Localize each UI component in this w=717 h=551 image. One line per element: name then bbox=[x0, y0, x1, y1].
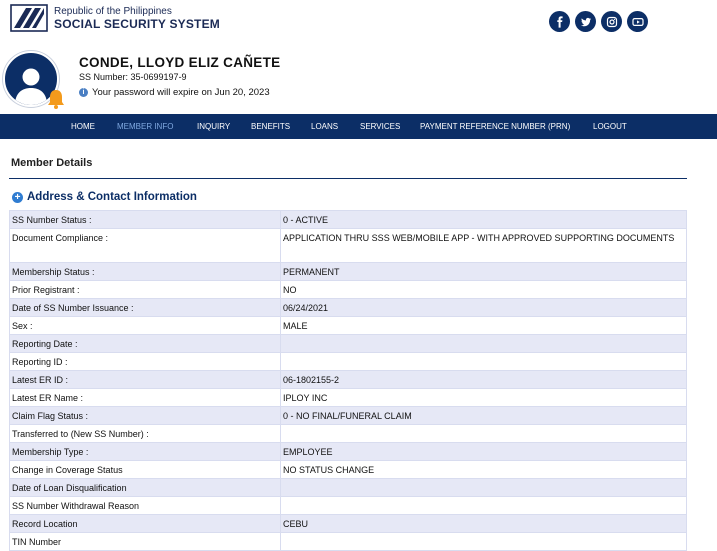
detail-label: Membership Type : bbox=[10, 443, 281, 461]
detail-value: NO bbox=[281, 281, 687, 299]
sss-logo-icon bbox=[10, 4, 48, 32]
nav-loans[interactable]: LOANS bbox=[311, 122, 339, 131]
detail-value: EMPLOYEE bbox=[281, 443, 687, 461]
avatar-area bbox=[3, 51, 59, 107]
logo-agency-text: SOCIAL SECURITY SYSTEM bbox=[54, 17, 220, 31]
table-row bbox=[10, 281, 687, 299]
member-profile bbox=[0, 44, 717, 114]
detail-value bbox=[281, 425, 687, 443]
facebook-icon[interactable] bbox=[549, 11, 570, 32]
nav-logout[interactable]: LOGOUT bbox=[593, 122, 627, 131]
password-expiry-notice bbox=[79, 87, 270, 98]
password-expiry-text: Your password will expire on Jun 20, 2023 bbox=[92, 87, 270, 98]
detail-label: Transferred to (New SS Number) : bbox=[10, 425, 281, 443]
ss-number-text: SS Number: 35-0699197-9 bbox=[79, 72, 187, 82]
nav-member-info[interactable]: MEMBER INFO bbox=[117, 122, 174, 131]
info-icon: i bbox=[79, 88, 88, 97]
table-row bbox=[10, 515, 687, 533]
detail-value bbox=[281, 497, 687, 515]
detail-value: 06-1802155-2 bbox=[281, 371, 687, 389]
detail-value bbox=[281, 335, 687, 353]
nav-benefits[interactable]: BENEFITS bbox=[251, 122, 291, 131]
detail-value: PERMANENT bbox=[281, 263, 687, 281]
youtube-icon[interactable] bbox=[627, 11, 648, 32]
detail-label: SS Number Status : bbox=[10, 211, 281, 229]
member-details-table bbox=[9, 210, 687, 551]
expand-plus-icon[interactable]: + bbox=[12, 192, 23, 203]
table-row bbox=[10, 389, 687, 407]
detail-value: NO STATUS CHANGE bbox=[281, 461, 687, 479]
detail-label: Latest ER ID : bbox=[10, 371, 281, 389]
detail-value: CEBU bbox=[281, 515, 687, 533]
nav-inquiry[interactable]: INQUIRY bbox=[197, 122, 231, 131]
detail-value: IPLOY INC bbox=[281, 389, 687, 407]
detail-label: Latest ER Name : bbox=[10, 389, 281, 407]
table-row bbox=[10, 425, 687, 443]
table-row bbox=[10, 371, 687, 389]
detail-value: 06/24/2021 bbox=[281, 299, 687, 317]
table-row bbox=[10, 533, 687, 551]
table-row bbox=[10, 299, 687, 317]
detail-value: MALE bbox=[281, 317, 687, 335]
nav-prn[interactable]: PAYMENT REFERENCE NUMBER (PRN) bbox=[420, 122, 571, 131]
table-row bbox=[10, 443, 687, 461]
detail-label: SS Number Withdrawal Reason bbox=[10, 497, 281, 515]
detail-label: Date of Loan Disqualification bbox=[10, 479, 281, 497]
table-row bbox=[10, 497, 687, 515]
table-row bbox=[10, 263, 687, 281]
detail-value bbox=[281, 533, 687, 551]
member-name: CONDE, LLOYD ELIZ CAÑETE bbox=[79, 55, 281, 70]
detail-label: Change in Coverage Status bbox=[10, 461, 281, 479]
social-links bbox=[549, 11, 648, 32]
title-divider bbox=[9, 178, 687, 179]
twitter-icon[interactable] bbox=[575, 11, 596, 32]
address-contact-label: Address & Contact Information bbox=[27, 191, 197, 203]
detail-label: TIN Number bbox=[10, 533, 281, 551]
detail-value: APPLICATION THRU SSS WEB/MOBILE APP - WITH APPROVED SUPPORTING DOCUMENTS bbox=[281, 229, 687, 263]
nav-services[interactable]: SERVICES bbox=[360, 122, 401, 131]
table-row bbox=[10, 211, 687, 229]
page-title: Member Details bbox=[11, 157, 93, 169]
main-nav bbox=[0, 114, 717, 139]
detail-label: Prior Registrant : bbox=[10, 281, 281, 299]
detail-label: Record Location bbox=[10, 515, 281, 533]
table-row bbox=[10, 353, 687, 371]
logo-country-text: Republic of the Philippines bbox=[54, 6, 172, 17]
detail-label: Membership Status : bbox=[10, 263, 281, 281]
table-row bbox=[10, 479, 687, 497]
notification-bell-icon[interactable] bbox=[45, 88, 67, 110]
table-row bbox=[10, 317, 687, 335]
table-row bbox=[10, 229, 687, 263]
detail-label: Date of SS Number Issuance : bbox=[10, 299, 281, 317]
sss-logo[interactable] bbox=[10, 4, 220, 32]
detail-label: Reporting Date : bbox=[10, 335, 281, 353]
detail-label: Claim Flag Status : bbox=[10, 407, 281, 425]
detail-value bbox=[281, 479, 687, 497]
detail-label: Document Compliance : bbox=[10, 229, 281, 263]
detail-value bbox=[281, 353, 687, 371]
address-contact-toggle[interactable] bbox=[12, 191, 197, 203]
table-row bbox=[10, 461, 687, 479]
detail-label: Reporting ID : bbox=[10, 353, 281, 371]
table-row bbox=[10, 407, 687, 425]
table-row bbox=[10, 335, 687, 353]
detail-label: Sex : bbox=[10, 317, 281, 335]
detail-value: 0 - NO FINAL/FUNERAL CLAIM bbox=[281, 407, 687, 425]
detail-value: 0 - ACTIVE bbox=[281, 211, 687, 229]
instagram-icon[interactable] bbox=[601, 11, 622, 32]
nav-home[interactable]: HOME bbox=[71, 122, 95, 131]
site-header bbox=[0, 0, 717, 44]
